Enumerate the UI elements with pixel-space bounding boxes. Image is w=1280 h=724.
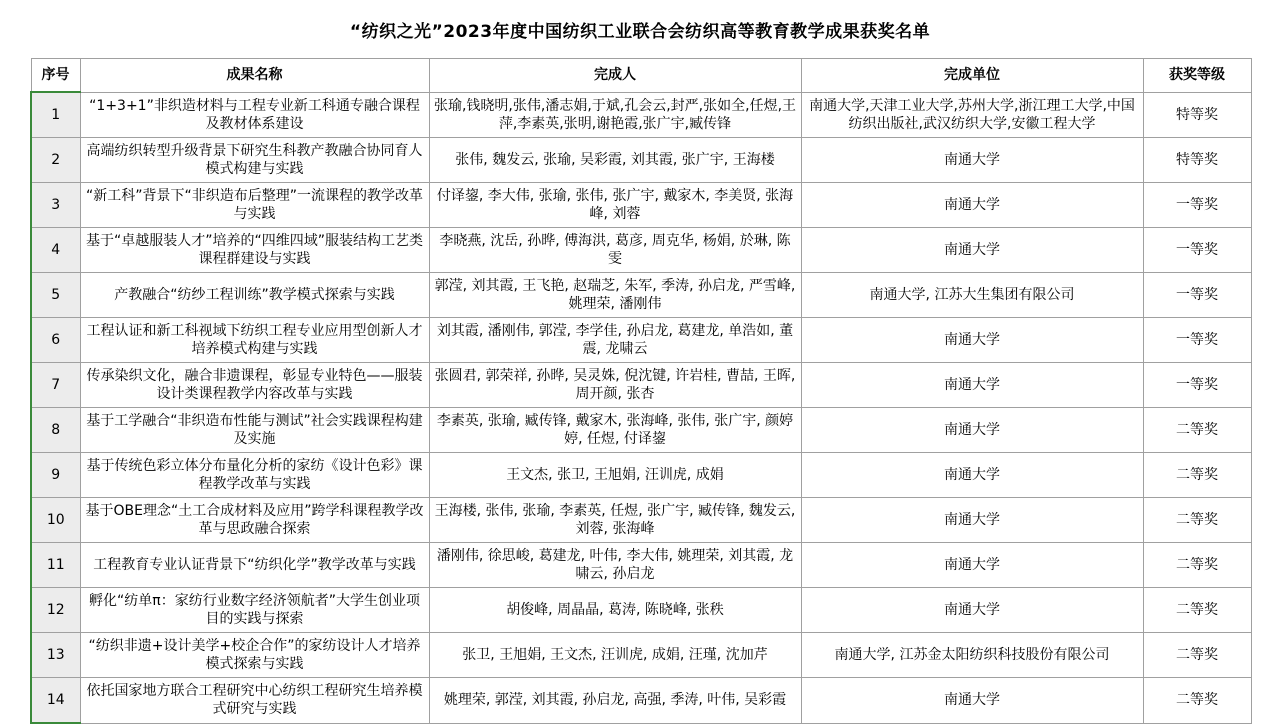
award-level-cell[interactable]: 二等奖 <box>1143 678 1251 724</box>
contributors-cell[interactable]: 潘刚伟, 徐思峻, 葛建龙, 叶伟, 李大伟, 姚理荣, 刘其霞, 龙啸云, 孙启龙 <box>429 543 801 588</box>
contributors-cell[interactable]: 张圆君, 郭荣祥, 孙晔, 吴灵姝, 倪沈键, 许岩桂, 曹喆, 王晖, 周开颜, 张杏 <box>429 363 801 408</box>
award-level-cell[interactable]: 一等奖 <box>1143 228 1251 273</box>
row-number-cell[interactable]: 5 <box>31 273 80 318</box>
award-level-cell[interactable]: 一等奖 <box>1143 183 1251 228</box>
achievement-name-cell[interactable]: 依托国家地方联合工程研究中心纺织工程研究生培养模式研究与实践 <box>80 678 429 724</box>
institution-cell[interactable]: 南通大学 <box>801 678 1143 724</box>
row-number-cell[interactable]: 3 <box>31 183 80 228</box>
awards-table <box>30 58 1252 724</box>
contributors-cell[interactable]: 付译鋆, 李大伟, 张瑜, 张伟, 张广宇, 戴家木, 李美贤, 张海峰, 刘蓉 <box>429 183 801 228</box>
table-row <box>31 363 1251 408</box>
achievement-name-cell[interactable]: 基于传统色彩立体分布量化分析的家纺《设计色彩》课程教学改革与实践 <box>80 453 429 498</box>
contributors-cell[interactable]: 王文杰, 张卫, 王旭娟, 汪训虎, 成娟 <box>429 453 801 498</box>
award-level-cell[interactable]: 一等奖 <box>1143 363 1251 408</box>
achievement-name-cell[interactable]: “新工科”背景下“非织造布后整理”一流课程的教学改革与实践 <box>80 183 429 228</box>
award-level-cell[interactable]: 二等奖 <box>1143 633 1251 678</box>
achievement-name-cell[interactable]: 高端纺织转型升级背景下研究生科教产教融合协同育人模式构建与实践 <box>80 138 429 183</box>
table-row <box>31 588 1251 633</box>
institution-cell[interactable]: 南通大学 <box>801 588 1143 633</box>
award-level-cell[interactable]: 特等奖 <box>1143 92 1251 138</box>
institution-cell[interactable]: 南通大学, 江苏金太阳纺织科技股份有限公司 <box>801 633 1143 678</box>
achievement-name-cell[interactable]: 产教融合“纺纱工程训练”教学模式探索与实践 <box>80 273 429 318</box>
achievement-name-cell[interactable]: “纺织非遗+设计美学+校企合作”的家纺设计人才培养模式探索与实践 <box>80 633 429 678</box>
table-row <box>31 138 1251 183</box>
contributors-cell[interactable]: 郭滢, 刘其霞, 王飞艳, 赵瑞芝, 朱军, 季涛, 孙启龙, 严雪峰, 姚理荣, 潘刚伟 <box>429 273 801 318</box>
contributors-cell[interactable]: 张瑜,钱晓明,张伟,潘志娟,于斌,孔会云,封严,张如全,任煜,王萍,李素英,张明,谢艳霞,张广宇,臧传锋 <box>429 92 801 138</box>
institution-cell[interactable]: 南通大学 <box>801 498 1143 543</box>
row-number-cell[interactable]: 12 <box>31 588 80 633</box>
header-cell-award[interactable]: 获奖等级 <box>1143 59 1251 93</box>
achievement-name-cell[interactable]: 基于OBE理念“土工合成材料及应用”跨学科课程教学改革与思政融合探索 <box>80 498 429 543</box>
row-number-cell[interactable]: 11 <box>31 543 80 588</box>
row-number-cell[interactable]: 14 <box>31 678 80 724</box>
table-row <box>31 92 1251 138</box>
contributors-cell[interactable]: 王海楼, 张伟, 张瑜, 李素英, 任煜, 张广宇, 臧传锋, 魏发云, 刘蓉, 张海峰 <box>429 498 801 543</box>
row-number-cell[interactable]: 2 <box>31 138 80 183</box>
row-number-cell[interactable]: 9 <box>31 453 80 498</box>
spreadsheet <box>30 0 1250 723</box>
award-level-cell[interactable]: 一等奖 <box>1143 318 1251 363</box>
table-row <box>31 228 1251 273</box>
row-number-cell[interactable]: 7 <box>31 363 80 408</box>
table-row <box>31 273 1251 318</box>
header-cell-name[interactable]: 成果名称 <box>80 59 429 93</box>
award-level-cell[interactable]: 特等奖 <box>1143 138 1251 183</box>
institution-cell[interactable]: 南通大学 <box>801 138 1143 183</box>
institution-cell[interactable]: 南通大学 <box>801 453 1143 498</box>
contributors-cell[interactable]: 张伟, 魏发云, 张瑜, 吴彩霞, 刘其霞, 张广宇, 王海楼 <box>429 138 801 183</box>
contributors-cell[interactable]: 李晓燕, 沈岳, 孙晔, 傅海洪, 葛彦, 周克华, 杨娟, 於琳, 陈雯 <box>429 228 801 273</box>
header-cell-unit[interactable]: 完成单位 <box>801 59 1143 93</box>
award-level-cell[interactable]: 二等奖 <box>1143 408 1251 453</box>
award-level-cell[interactable]: 二等奖 <box>1143 588 1251 633</box>
institution-cell[interactable]: 南通大学 <box>801 543 1143 588</box>
award-level-cell[interactable]: 一等奖 <box>1143 273 1251 318</box>
header-row <box>31 59 1251 93</box>
row-number-cell[interactable]: 13 <box>31 633 80 678</box>
achievement-name-cell[interactable]: 基于工学融合“非织造布性能与测试”社会实践课程构建及实施 <box>80 408 429 453</box>
header-cell-no[interactable]: 序号 <box>31 59 80 93</box>
institution-cell[interactable]: 南通大学 <box>801 363 1143 408</box>
institution-cell[interactable]: 南通大学 <box>801 183 1143 228</box>
achievement-name-cell[interactable]: 传承染织文化，融合非遗课程，彰显专业特色——服装设计类课程教学内容改革与实践 <box>80 363 429 408</box>
institution-cell[interactable]: 南通大学,天津工业大学,苏州大学,浙江理工大学,中国纺织出版社,武汉纺织大学,安徽工程大学 <box>801 92 1143 138</box>
table-row <box>31 318 1251 363</box>
contributors-cell[interactable]: 刘其霞, 潘刚伟, 郭滢, 李学佳, 孙启龙, 葛建龙, 单浩如, 董震, 龙啸云 <box>429 318 801 363</box>
institution-cell[interactable]: 南通大学, 江苏大生集团有限公司 <box>801 273 1143 318</box>
page-title: “纺织之光”2023年度中国纺织工业联合会纺织高等教育教学成果获奖名单 <box>349 21 931 42</box>
table-row <box>31 633 1251 678</box>
table-row <box>31 543 1251 588</box>
institution-cell[interactable]: 南通大学 <box>801 408 1143 453</box>
achievement-name-cell[interactable]: 工程认证和新工科视域下纺织工程专业应用型创新人才培养模式构建与实践 <box>80 318 429 363</box>
achievement-name-cell[interactable]: “1+3+1”非织造材料与工程专业新工科通专融合课程及教材体系建设 <box>80 92 429 138</box>
contributors-cell[interactable]: 姚理荣, 郭滢, 刘其霞, 孙启龙, 高强, 季涛, 叶伟, 吴彩霞 <box>429 678 801 724</box>
contributors-cell[interactable]: 李素英, 张瑜, 臧传锋, 戴家木, 张海峰, 张伟, 张广宇, 颜婷婷, 任煜, 付译鋆 <box>429 408 801 453</box>
table-row <box>31 408 1251 453</box>
institution-cell[interactable]: 南通大学 <box>801 228 1143 273</box>
row-number-cell[interactable]: 8 <box>31 408 80 453</box>
award-level-cell[interactable]: 二等奖 <box>1143 453 1251 498</box>
contributors-cell[interactable]: 胡俊峰, 周晶晶, 葛涛, 陈晓峰, 张秩 <box>429 588 801 633</box>
institution-cell[interactable]: 南通大学 <box>801 318 1143 363</box>
row-number-cell[interactable]: 6 <box>31 318 80 363</box>
row-number-cell[interactable]: 4 <box>31 228 80 273</box>
award-level-cell[interactable]: 二等奖 <box>1143 543 1251 588</box>
achievement-name-cell[interactable]: 基于“卓越服装人才”培养的“四维四域”服装结构工艺类课程群建设与实践 <box>80 228 429 273</box>
achievement-name-cell[interactable]: 孵化“纺单π：家纺行业数字经济领航者”大学生创业项目的实践与探索 <box>80 588 429 633</box>
achievement-name-cell[interactable]: 工程教育专业认证背景下“纺织化学”教学改革与实践 <box>80 543 429 588</box>
table-row <box>31 183 1251 228</box>
table-row <box>31 678 1251 724</box>
header-cell-people[interactable]: 完成人 <box>429 59 801 93</box>
table-row <box>31 498 1251 543</box>
row-number-cell[interactable]: 10 <box>31 498 80 543</box>
row-number-cell[interactable]: 1 <box>31 92 80 138</box>
table-row <box>31 453 1251 498</box>
contributors-cell[interactable]: 张卫, 王旭娟, 王文杰, 汪训虎, 成娟, 汪瑾, 沈加芹 <box>429 633 801 678</box>
award-level-cell[interactable]: 二等奖 <box>1143 498 1251 543</box>
